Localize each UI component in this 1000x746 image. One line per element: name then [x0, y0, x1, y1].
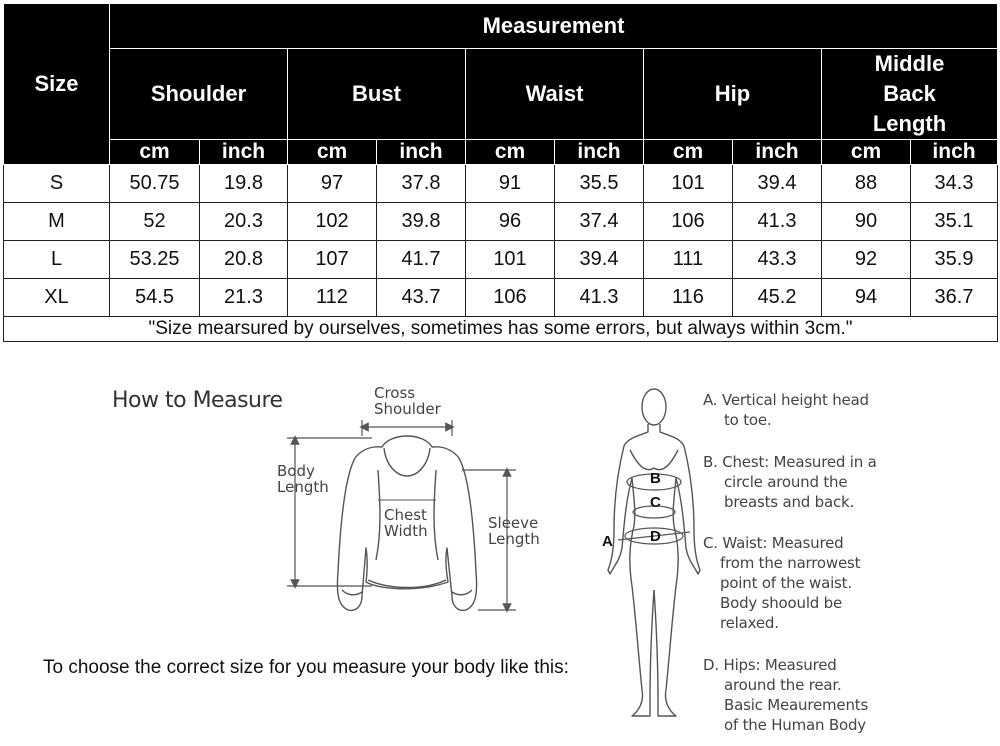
- unit-inch: inch: [911, 140, 998, 165]
- unit-inch: inch: [555, 140, 644, 165]
- choose-size-instruction: To choose the correct size for you measure your body like this:: [43, 657, 569, 678]
- table-cell: 102: [288, 203, 377, 241]
- legend-d-line-2: around the rear.: [724, 676, 842, 694]
- table-cell: 39.4: [733, 165, 822, 203]
- unit-inch: inch: [200, 140, 288, 165]
- unit-cm: cm: [822, 140, 911, 165]
- table-cell: 41.3: [733, 203, 822, 241]
- legend-c-line-2: from the narrowest: [720, 554, 861, 572]
- unit-inch: inch: [733, 140, 822, 165]
- table-cell: 43.3: [733, 241, 822, 279]
- table-cell: 111: [644, 241, 733, 279]
- table-cell: 96: [466, 203, 555, 241]
- table-cell: 54.5: [110, 279, 200, 317]
- size-cell: S: [4, 165, 110, 203]
- legend-a-line-1: A. Vertical height head: [703, 391, 869, 409]
- size-cell: M: [4, 203, 110, 241]
- table-cell: 41.3: [555, 279, 644, 317]
- table-cell: 39.8: [377, 203, 466, 241]
- legend-c-line-5: relaxed.: [720, 614, 779, 632]
- group-header-waist: Waist: [466, 49, 644, 140]
- table-cell: 35.5: [555, 165, 644, 203]
- table-cell: 53.25: [110, 241, 200, 279]
- figure-letter-d: D: [650, 528, 661, 545]
- cross-shoulder-line-1: Cross: [374, 384, 416, 402]
- unit-cm: cm: [466, 140, 555, 165]
- body-length-line-1: Body: [277, 462, 315, 480]
- table-cell: 35.9: [911, 241, 998, 279]
- table-cell: 20.8: [200, 241, 288, 279]
- group-header-bust: Bust: [288, 49, 466, 140]
- table-cell: 107: [288, 241, 377, 279]
- measurement-note: "Size mearsured by ourselves, sometimes has some errors, but always within 3cm.": [4, 317, 998, 342]
- figure-letter-c: C: [650, 494, 661, 511]
- table-cell: 116: [644, 279, 733, 317]
- legend-b-line-3: breasts and back.: [724, 493, 855, 511]
- legend-item-a: [703, 390, 869, 430]
- table-cell: 106: [466, 279, 555, 317]
- unit-cm: cm: [644, 140, 733, 165]
- legend-b-line-1: B. Chest: Measured in a: [703, 453, 877, 471]
- sleeve-length-line-2: Length: [488, 530, 540, 548]
- legend-item-b: [703, 452, 877, 512]
- legend-d-line-4: of the Human Body: [724, 716, 866, 734]
- unit-inch: inch: [377, 140, 466, 165]
- table-cell: 45.2: [733, 279, 822, 317]
- table-cell: 43.7: [377, 279, 466, 317]
- cross-shoulder-label: [374, 385, 441, 417]
- table-cell: 106: [644, 203, 733, 241]
- chest-width-line-1: Chest: [384, 506, 427, 524]
- legend-b-line-2: circle around the: [724, 473, 848, 491]
- table-cell: 91: [466, 165, 555, 203]
- figure-letter-b: B: [650, 470, 661, 487]
- table-cell: 92: [822, 241, 911, 279]
- middle-back-length-label: Middle Back Length: [872, 51, 947, 136]
- legend-c-line-3: point of the waist.: [720, 574, 852, 592]
- legend-d-line-3: Basic Meaurements: [724, 696, 869, 714]
- table-cell: 34.3: [911, 165, 998, 203]
- table-cell: 101: [644, 165, 733, 203]
- measurement-header: Measurement: [110, 4, 998, 49]
- cross-shoulder-line-2: Shoulder: [374, 400, 441, 418]
- sleeve-length-label: [488, 515, 540, 547]
- table-cell: 112: [288, 279, 377, 317]
- table-cell: 94: [822, 279, 911, 317]
- size-cell: L: [4, 241, 110, 279]
- size-header: Size: [4, 4, 110, 165]
- group-header-shoulder: Shoulder: [110, 49, 288, 140]
- table-cell: 39.4: [555, 241, 644, 279]
- table-cell: 20.3: [200, 203, 288, 241]
- figure-letter-a: A: [602, 533, 613, 550]
- how-to-measure-title: How to Measure: [112, 388, 283, 413]
- table-cell: 35.1: [911, 203, 998, 241]
- table-cell: 21.3: [200, 279, 288, 317]
- body-length-label: [277, 463, 329, 495]
- table-cell: 90: [822, 203, 911, 241]
- legend-a-line-2: to toe.: [724, 411, 772, 429]
- human-body-figure: [608, 389, 700, 716]
- table-cell: 88: [822, 165, 911, 203]
- table-cell: 37.4: [555, 203, 644, 241]
- unit-cm: cm: [110, 140, 200, 165]
- sleeve-length-line-1: Sleeve: [488, 514, 539, 532]
- legend-item-d: [703, 655, 868, 735]
- unit-cm: cm: [288, 140, 377, 165]
- body-length-line-2: Length: [277, 478, 329, 496]
- table-cell: 37.8: [377, 165, 466, 203]
- chest-width-label: [384, 507, 428, 539]
- table-cell: 50.75: [110, 165, 200, 203]
- table-cell: 19.8: [200, 165, 288, 203]
- chest-width-line-2: Width: [384, 522, 428, 540]
- table-cell: 52: [110, 203, 200, 241]
- table-cell: 101: [466, 241, 555, 279]
- table-cell: 97: [288, 165, 377, 203]
- legend-c-line-1: C. Waist: Measured: [703, 534, 844, 552]
- legend-item-c: [703, 533, 860, 633]
- legend-d-line-1: D. Hips: Measured: [703, 656, 837, 674]
- table-cell: 41.7: [377, 241, 466, 279]
- table-cell: 36.7: [911, 279, 998, 317]
- group-header-hip: Hip: [644, 49, 822, 140]
- legend-c-line-4: Body shoould be: [720, 594, 843, 612]
- size-cell: XL: [4, 279, 110, 317]
